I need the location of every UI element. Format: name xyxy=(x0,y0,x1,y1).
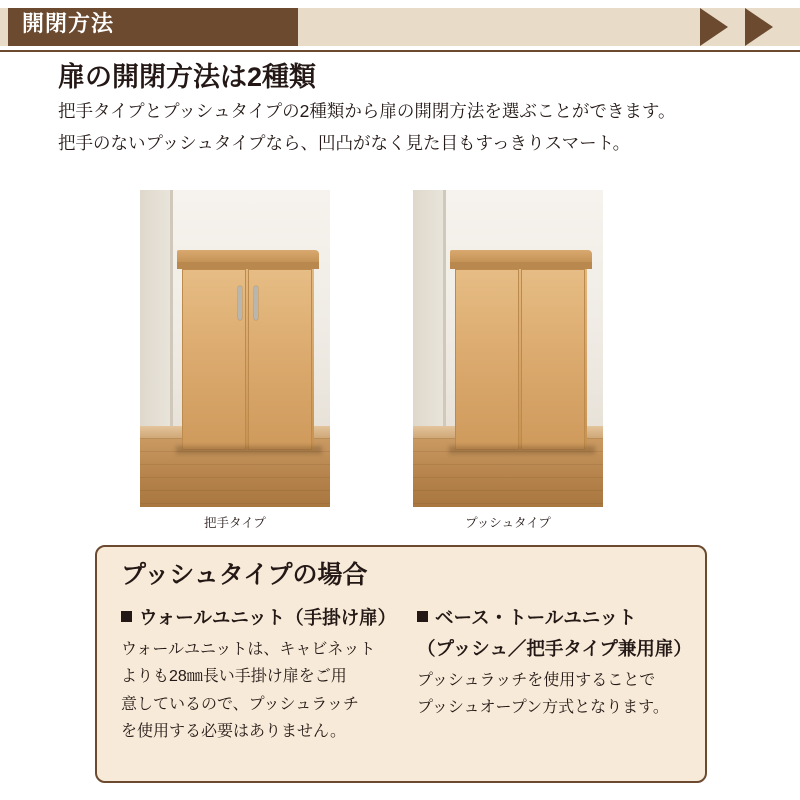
photo-caption-push-type: プッシュタイプ xyxy=(465,516,551,530)
base-tall-unit-heading-text: ベース・トールユニット xyxy=(435,607,637,628)
bullet-square-icon xyxy=(121,611,132,622)
cabinet-door-left xyxy=(455,269,519,450)
intro-line-2: 把手のないプッシュタイプなら、凹凸がなく見た目もすっきりスマート。 xyxy=(58,133,631,154)
cabinet-handle-type xyxy=(182,250,314,450)
wall-unit-heading-text: ウォールユニット（手掛け扉） xyxy=(139,607,397,628)
chevron-right-icon-2 xyxy=(745,8,773,46)
cabinet-shadow xyxy=(176,446,322,454)
bullet-square-icon xyxy=(417,611,428,622)
photo-wall-edge xyxy=(443,190,446,438)
wall-unit-line-3: 意しているので、プッシュラッチ xyxy=(121,695,359,713)
intro-line-1: 把手タイプとプッシュタイプの2種類から扉の開閉方法を選ぶことができます。 xyxy=(58,101,676,122)
push-type-columns xyxy=(97,605,705,746)
base-tall-unit-line-2: プッシュオープン方式となります。 xyxy=(417,699,669,717)
chevron-right-icon xyxy=(700,8,728,46)
cabinet-top-edge xyxy=(177,262,319,269)
base-tall-unit-column xyxy=(407,605,705,746)
base-tall-unit-line-1: プッシュラッチを使用することで xyxy=(417,671,656,689)
photo-wall-side xyxy=(413,190,443,438)
wall-unit-line-4: を使用する必要はありません。 xyxy=(121,723,346,741)
header-divider xyxy=(0,50,800,52)
base-tall-unit-heading-cont: （プッシュ／把手タイプ兼用扉） xyxy=(417,637,692,659)
page-title: 扉の開閉方法は2種類 xyxy=(58,62,317,92)
door-handle-right xyxy=(254,286,258,320)
photo-wall-side xyxy=(140,190,170,438)
photo-block-handle-type xyxy=(140,190,330,533)
wall-unit-line-1: ウォールユニットは、キャビネット xyxy=(121,640,376,658)
cabinet-top-edge xyxy=(450,262,592,269)
push-type-panel-title: プッシュタイプの場合 xyxy=(121,561,368,589)
photo-caption-handle-type: 把手タイプ xyxy=(204,516,266,530)
photo-block-push-type xyxy=(413,190,603,533)
photo-wall-edge xyxy=(170,190,173,438)
intro-section xyxy=(0,56,800,160)
cabinet-push-type xyxy=(455,250,587,450)
photo-push-type xyxy=(413,190,603,507)
page-header xyxy=(0,0,800,52)
base-tall-unit-heading xyxy=(417,605,705,632)
wall-unit-line-2: よりも28㎜長い手掛け扉をご用 xyxy=(121,668,347,686)
photo-gallery xyxy=(0,190,800,535)
cabinet-door-left xyxy=(182,269,246,450)
wall-unit-column xyxy=(97,605,407,746)
cabinet-shadow xyxy=(449,446,595,454)
photo-handle-type xyxy=(140,190,330,507)
push-type-panel xyxy=(95,545,707,783)
door-handle-left xyxy=(238,286,242,320)
cabinet-door-right xyxy=(521,269,585,450)
header-tab-label: 開閉方法 xyxy=(22,11,115,36)
wall-unit-heading xyxy=(121,605,407,632)
